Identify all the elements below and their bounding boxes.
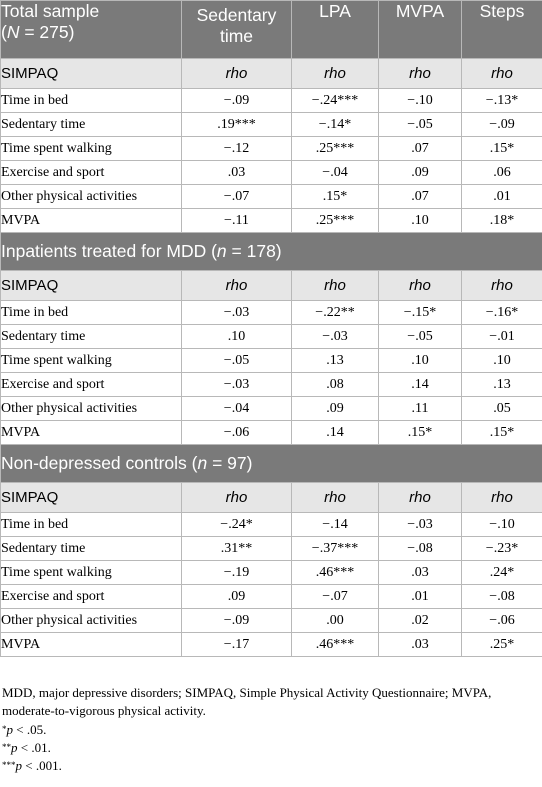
statistic-label: rho [379,271,462,301]
correlation-value: .10 [379,349,462,373]
subheader-row [1,271,542,301]
correlation-value: .09 [379,161,462,185]
measure-label: SIMPAQ [1,59,182,89]
section-header-row [1,233,542,271]
table-row [1,89,542,113]
correlation-value: −.09 [182,609,292,633]
table-row [1,561,542,585]
row-label: Time in bed [1,301,182,325]
measure-label: SIMPAQ [1,271,182,301]
correlation-value: −.08 [379,537,462,561]
sample-size-symbol: n [216,241,227,261]
sample-size-count: = 97) [207,453,253,473]
correlation-value: .15* [462,137,542,161]
correlation-value: −.10 [379,89,462,113]
correlation-value: .03 [379,561,462,585]
statistic-label: rho [462,483,542,513]
correlation-value: .07 [379,185,462,209]
correlation-value: −.23* [462,537,542,561]
correlation-value: .14 [292,421,379,445]
correlation-value: −.22** [292,301,379,325]
statistic-label: rho [182,271,292,301]
correlation-value: .15* [292,185,379,209]
correlation-value: .11 [379,397,462,421]
table-row [1,113,542,137]
correlation-value: .05 [462,397,542,421]
p-symbol: p [6,721,13,737]
correlation-value: −.06 [462,609,542,633]
table-row [1,209,542,233]
correlation-value: −.07 [292,585,379,609]
correlation-value: .10 [182,325,292,349]
abbreviations-note: MDD, major depressive disorders; SIMPAQ, Simple Physical Activity Questionnaire; MVPA, moderate-to-vigorous physical activity. [2,685,492,719]
correlation-value: −.08 [462,585,542,609]
table-row [1,513,542,537]
row-label: Sedentary time [1,537,182,561]
correlation-value: −.37*** [292,537,379,561]
column-header: Sedentary time [182,1,292,59]
correlation-value: .03 [182,161,292,185]
correlation-value: .10 [379,209,462,233]
significance-note [2,721,538,739]
row-label: Sedentary time [1,113,182,137]
sample-size-count: = 178) [226,241,282,261]
p-symbol: p [15,758,22,774]
significance-threshold: < .05. [13,721,47,737]
correlation-value: .14 [379,373,462,397]
correlation-value: −.15* [379,301,462,325]
correlation-value: −.04 [182,397,292,421]
correlation-value: −.14* [292,113,379,137]
correlation-value: .03 [379,633,462,657]
correlation-value: .46*** [292,633,379,657]
correlation-value: −.01 [462,325,542,349]
correlation-value: .01 [462,185,542,209]
significance-note [2,757,538,775]
table-row [1,537,542,561]
section-title-text: Inpatients treated for MDD ( [1,241,217,261]
correlation-value: .13 [292,349,379,373]
correlation-value: −.03 [182,301,292,325]
correlation-value: .09 [182,585,292,609]
table-footnotes [0,684,538,775]
correlation-value: .24* [462,561,542,585]
correlation-value: −.05 [379,113,462,137]
row-label: Time spent walking [1,137,182,161]
section-title-text: Non-depressed controls ( [1,453,198,473]
statistic-label: rho [292,483,379,513]
row-label: Other physical activities [1,397,182,421]
correlation-value: .07 [379,137,462,161]
significance-stars: ** [2,741,11,752]
p-symbol: p [11,739,18,755]
correlation-value: .10 [462,349,542,373]
table-row [1,137,542,161]
table-row [1,585,542,609]
correlation-value: .15* [379,421,462,445]
row-label: Time spent walking [1,349,182,373]
correlation-value: −.14 [292,513,379,537]
table-row [1,161,542,185]
correlation-value: .31** [182,537,292,561]
correlation-value: .02 [379,609,462,633]
significance-stars: *** [2,760,16,771]
statistic-label: rho [182,483,292,513]
correlation-value: −.06 [182,421,292,445]
row-label: Sedentary time [1,325,182,349]
table-row [1,185,542,209]
statistic-label: rho [462,271,542,301]
correlation-value: −.03 [292,325,379,349]
table-row [1,349,542,373]
section-title-text: Total sample [1,1,100,21]
row-label: Exercise and sport [1,161,182,185]
table-row [1,609,542,633]
row-label: Other physical activities [1,185,182,209]
section-title [1,233,542,271]
significance-note [2,739,538,757]
correlation-value: −.11 [182,209,292,233]
section-header-row [1,445,542,483]
section-title [1,445,542,483]
table-row [1,373,542,397]
correlation-value: −.19 [182,561,292,585]
correlation-value: −.24*** [292,89,379,113]
row-label: MVPA [1,633,182,657]
correlation-value: −.13* [462,89,542,113]
correlation-value: −.05 [379,325,462,349]
correlation-value: −.09 [462,113,542,137]
subheader-row [1,483,542,513]
correlation-value: −.03 [182,373,292,397]
correlation-value: .01 [379,585,462,609]
row-label: Exercise and sport [1,585,182,609]
correlation-value: −.05 [182,349,292,373]
correlation-value: .08 [292,373,379,397]
table-row [1,301,542,325]
correlation-value: .09 [292,397,379,421]
correlation-value: .46*** [292,561,379,585]
row-label: Exercise and sport [1,373,182,397]
correlation-value: .13 [462,373,542,397]
significance-threshold: < .01. [17,739,51,755]
statistic-label: rho [182,59,292,89]
correlation-value: .19*** [182,113,292,137]
row-label: MVPA [1,209,182,233]
table-row [1,397,542,421]
row-label: Time in bed [1,513,182,537]
column-header: Steps [462,1,542,59]
row-label: Time in bed [1,89,182,113]
table-row [1,421,542,445]
correlation-value: .25*** [292,209,379,233]
significance-threshold: < .001. [22,758,62,774]
correlation-value: .25*** [292,137,379,161]
section-title [1,1,182,59]
correlation-value: −.03 [379,513,462,537]
correlation-value: .00 [292,609,379,633]
sample-size-count: = 275) [19,22,75,42]
statistic-label: rho [379,59,462,89]
correlation-value: −.12 [182,137,292,161]
table-row [1,633,542,657]
correlation-value: −.07 [182,185,292,209]
correlation-value: .06 [462,161,542,185]
row-label: Other physical activities [1,609,182,633]
correlation-value: −.24* [182,513,292,537]
statistic-label: rho [379,483,462,513]
sample-size-symbol: N [6,22,20,42]
section-title-count-line: (N = 275) [1,22,75,42]
correlation-value: −.04 [292,161,379,185]
row-label: Time spent walking [1,561,182,585]
row-label: MVPA [1,421,182,445]
statistic-label: rho [292,59,379,89]
correlation-value: −.16* [462,301,542,325]
sample-size-symbol: n [197,453,208,473]
correlation-value: .25* [462,633,542,657]
statistic-label: rho [462,59,542,89]
table-row [1,325,542,349]
correlation-value: −.09 [182,89,292,113]
column-header: MVPA [379,1,462,59]
correlation-value: −.17 [182,633,292,657]
correlation-value: .15* [462,421,542,445]
correlation-value: −.10 [462,513,542,537]
header-row [1,1,542,59]
statistic-label: rho [292,271,379,301]
significance-stars: * [2,723,7,734]
measure-label: SIMPAQ [1,483,182,513]
subheader-row [1,59,542,89]
column-header: LPA [292,1,379,59]
correlation-value: .18* [462,209,542,233]
